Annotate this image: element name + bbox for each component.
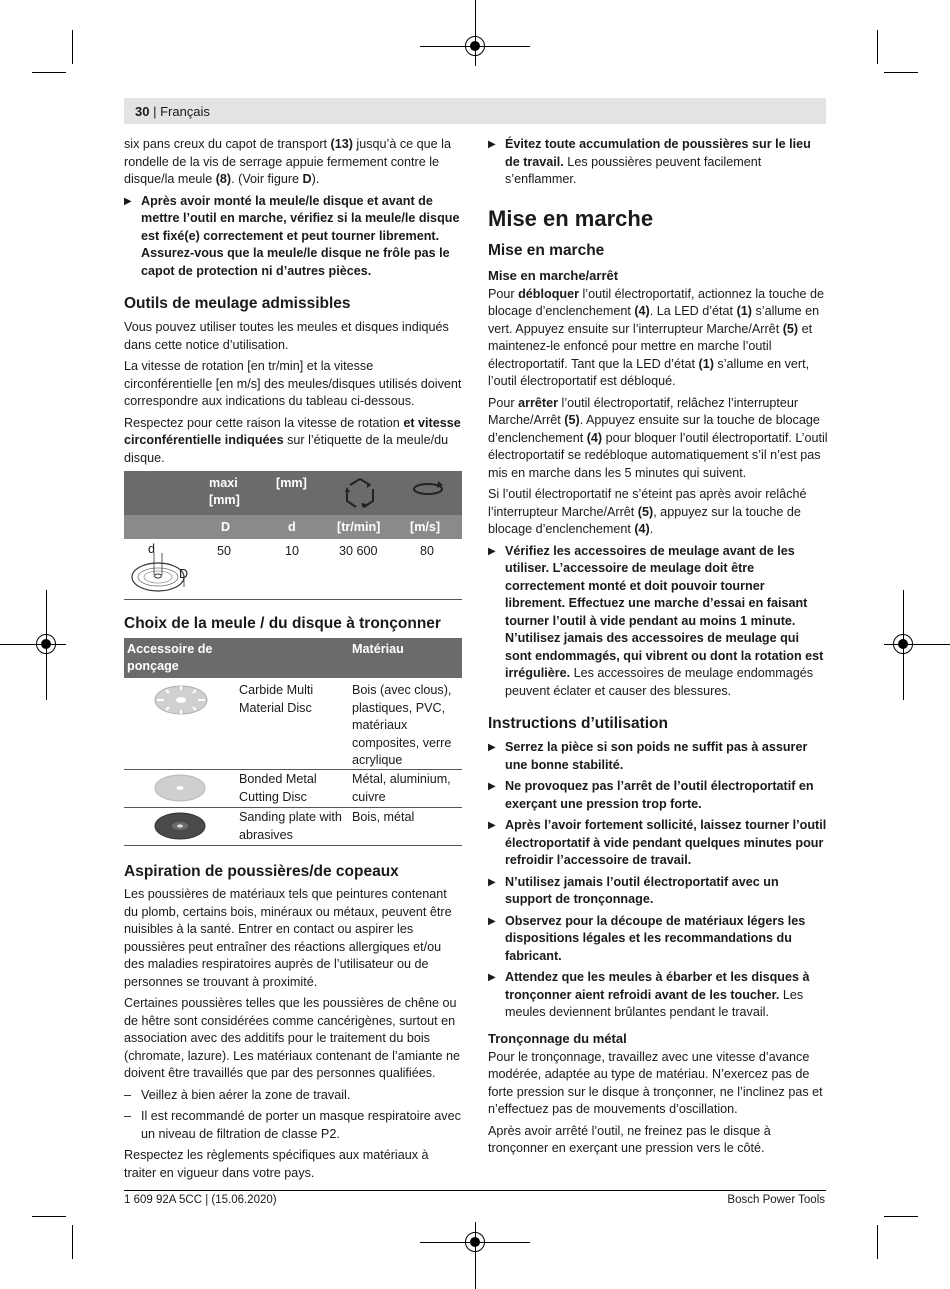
crop-mark (32, 1216, 66, 1217)
warning-instruction: ▶ N’utilisez jamais l’outil électroportatif avec un support de tronçonnage. (488, 874, 828, 909)
col-trmin-header: [tr/min] (337, 520, 381, 534)
language-label: Français (160, 104, 210, 119)
aspiration-paragraph-2: Certaines poussières telles que les poussières de chêne ou de hêtre sont considérées comme cancérigènes, surtout en association avec des additifs pour le traitement du bois (chromate, lazure). Les matériaux contenant de l’amiante ne doivent être travaillés que par des personnes qualifiées. (124, 996, 461, 1080)
aspiration-paragraph-1: Les poussières de matériaux tels que peintures contenant du plomb, certains bois, minéraux ou métaux, peuvent être nuisibles à la santé. Entrer en contact ou aspirer les poussières peut entraîner des réactions allergiques et/ou des maladies respiratoires auprès de l’utilisateur ou de personnes se trouvant à proximité. (124, 887, 452, 989)
accessory-table (124, 638, 462, 848)
crop-mark (877, 30, 878, 64)
circumferential-speed-icon (410, 479, 446, 499)
warning-instruction: ▶ Attendez que les meules à ébarber et les disques à tronçonner aient refroidi avant de les toucher. Les meules deviennent brûlantes pendant le travail. (488, 969, 828, 1022)
heading-outils: Outils de meulage admissibles (124, 295, 351, 312)
metal-paragraph-1: Pour le tronçonnage, travaillez avec une vitesse d’avance modérée, adaptée au type de matériau. N’exercez pas de forte pression sur le disque à tronçonner, ne l’inclinez pas et n’effectuez pas de mouvements d’oscillation. (488, 1049, 823, 1116)
crop-mark (0, 644, 66, 645)
table-row: Sanding plate with abrasives (239, 810, 342, 842)
value-trmin: 30 600 (339, 544, 378, 558)
col-ms-header: [m/s] (410, 520, 441, 534)
registration-mark-icon (36, 634, 56, 654)
diagram-label-D: D (179, 567, 189, 581)
table-bottom-rule (124, 599, 462, 600)
warning-instruction: ▶ Observez pour la découpe de matériaux légers les dispositions légales et les recommandations du fabricant. (488, 913, 828, 966)
bonded-metal-disc-icon (154, 773, 206, 803)
registration-mark-icon (893, 634, 913, 654)
list-item: – Veillez à bien aérer la zone de travail. (124, 1087, 464, 1105)
diagram-label-d: d (148, 542, 156, 556)
heading-mise-en-marche: Mise en marche (488, 241, 605, 259)
sanding-plate-icon (154, 811, 206, 841)
table-bottom-rule (124, 845, 462, 846)
crop-mark (475, 0, 476, 66)
warning-instruction: ▶ Serrez la pièce si son poids ne suffit pas à assurer une bonne stabilité. (488, 739, 828, 774)
warning-instruction: ▶ Après l’avoir fortement sollicité, laissez tourner l’outil électroportatif à vide pendant quelques minutes pour refroidir l’accessoire de travail. (488, 817, 828, 870)
right-column (488, 136, 828, 1162)
list-item: – Il est recommandé de porter un masque respiratoire avec un niveau de filtration de classe P2. (124, 1108, 464, 1143)
page-header-bar (124, 98, 826, 124)
outils-paragraph-2: La vitesse de rotation [en tr/min] et la vitesse circonférentielle [en m/s] des meules/disques utilisés doivent correspondre aux indications du tableau ci-dessous. (124, 359, 462, 408)
speed-table (124, 471, 462, 601)
carbide-disc-icon (154, 684, 208, 716)
value-D: 50 (217, 544, 232, 558)
heading-on-off: Mise en marche/arrêt (488, 267, 619, 283)
heading-choix: Choix de la meule / du disque à tronçonner (124, 615, 441, 632)
crop-mark (884, 72, 918, 73)
page-number: 30 (135, 104, 150, 119)
outils-paragraph-3: Respectez pour cette raison la vitesse de rotation et vitesse circonférentielle indiquées sur l’étiquette de la meule/du disque. (124, 415, 461, 465)
footer-rule (124, 1190, 826, 1191)
table-row-material: Bois (avec clous), plastiques, PVC, matériaux composites, verre acrylique (352, 683, 452, 767)
col-mm-header: [mm] (276, 476, 307, 490)
aspiration-paragraph-3: Respectez les règlements spécifiques aux matériaux à traiter en vigueur dans votre pays. (124, 1148, 429, 1180)
crop-mark (877, 1225, 878, 1259)
crop-mark (72, 1225, 73, 1259)
heading-aspiration: Aspiration de poussières/de copeaux (124, 863, 399, 880)
warning-dust: ▶ Évitez toute accumulation de poussières sur le lieu de travail. Les poussières peuvent facilement s’enflammer. (488, 136, 828, 189)
rotation-speed-icon (340, 475, 380, 513)
table-row-material: Métal, aluminium, cuivre (352, 772, 451, 804)
crop-mark (884, 1216, 918, 1217)
row-divider (124, 769, 462, 770)
warning-verify: ▶ Vérifiez les accessoires de meulage avant de les utiliser. L’accessoire de meulage doit être correctement monté et doit pouvoir tourner librement. Effectuez une marche d’essai en faisant tourner l’outil à vide pendant au moins 1 minute. N’utilisez jamais des accessoires de meulage qui sont endommagés, qui vibrent ou dont la rotation est irrégulière. Les accessoires de meulage endommagés peuvent éclater et causer des blessures. (488, 543, 828, 701)
outils-paragraph-1: Vous pouvez utiliser toutes les meules et disques indiqués dans cette notice d’utilisation. (124, 320, 449, 352)
table-row: Carbide Multi Material Disc (239, 683, 314, 715)
col-d-header: d (288, 520, 296, 534)
left-column (124, 136, 464, 1186)
warning-instruction: ▶ Ne provoquez pas l’arrêt de l’outil électroportatif en exerçant une pression trop forte. (488, 778, 828, 813)
crop-mark (32, 72, 66, 73)
page-header: 30 | Français (135, 104, 210, 119)
col-D-header: D (221, 520, 231, 534)
col-maxi-header: maxi [mm] (209, 476, 240, 507)
warning-mount: ▶ Après avoir monté la meule/le disque et avant de mettre l’outil en marche, vérifiez si la meule/le disque est fixé(e) correctement et peut tourner librement. Assurez-vous que la meule/le disque ne frôle pas le capot de protection ni d’autres pièces. (124, 193, 464, 281)
registration-mark-icon (465, 36, 485, 56)
on-paragraph: Pour débloquer l’outil électroportatif, actionnez la touche de blocage d’enclenchement (4). La LED d’état (1) s’allume en vert. Appuyez ensuite sur l’interrupteur Marche/Arrêt (5) et maintenez-le enfoncé pour mettre en marche l’outil électroportatif. Tant que la LED d’état (1) s’allume en vert, l’outil électroportatif est débloqué. (488, 286, 825, 388)
heading-metal: Tronçonnage du métal (488, 1030, 627, 1046)
metal-paragraph-2: Après avoir arrêté l’outil, ne freinez pas le disque à tronçonner en exerçant une pression vers le côté. (488, 1123, 771, 1155)
heading-mise-en-marche-main: Mise en marche (488, 205, 654, 231)
heading-instructions: Instructions d’utilisation (488, 715, 668, 732)
col-material-header: Matériau (352, 642, 404, 656)
value-d: 10 (285, 544, 300, 558)
value-ms: 80 (420, 544, 435, 558)
row-divider (124, 807, 462, 808)
intro-paragraph: six pans creux du capot de transport (13) jusqu’à ce que la rondelle de la vis de serrage appuie fermement contre le disque/la meule (8). (Voir figure D). (124, 137, 451, 186)
footer-doc-id: 1 609 92A 5CC | (15.06.2020) (124, 1194, 277, 1206)
crop-mark (72, 30, 73, 64)
footer-brand: Bosch Power Tools (727, 1194, 825, 1206)
table-row-material: Bois, métal (352, 810, 415, 824)
if-not-paragraph: Si l’outil électroportatif ne s’éteint pas après avoir relâché l’interrupteur Marche/Arrêt (5), appuyez sur la touche de blocage d’enclenchement (4). (488, 487, 807, 536)
registration-mark-icon (465, 1232, 485, 1252)
table-row: Bonded Metal Cutting Disc (239, 772, 317, 804)
off-paragraph: Pour arrêter l’outil électroportatif, relâchez l’interrupteur Marche/Arrêt (5). Appuyez ensuite sur la touche de blocage d’enclenchement (4) pour bloquer l’outil électroportatif. L’outil électroportatif se redébloque automatiquement s’il n’est pas mis en marche dans les 5 minutes qui suivent. (488, 395, 828, 480)
col-accessory-header: Accessoire de ponçage (127, 642, 213, 673)
